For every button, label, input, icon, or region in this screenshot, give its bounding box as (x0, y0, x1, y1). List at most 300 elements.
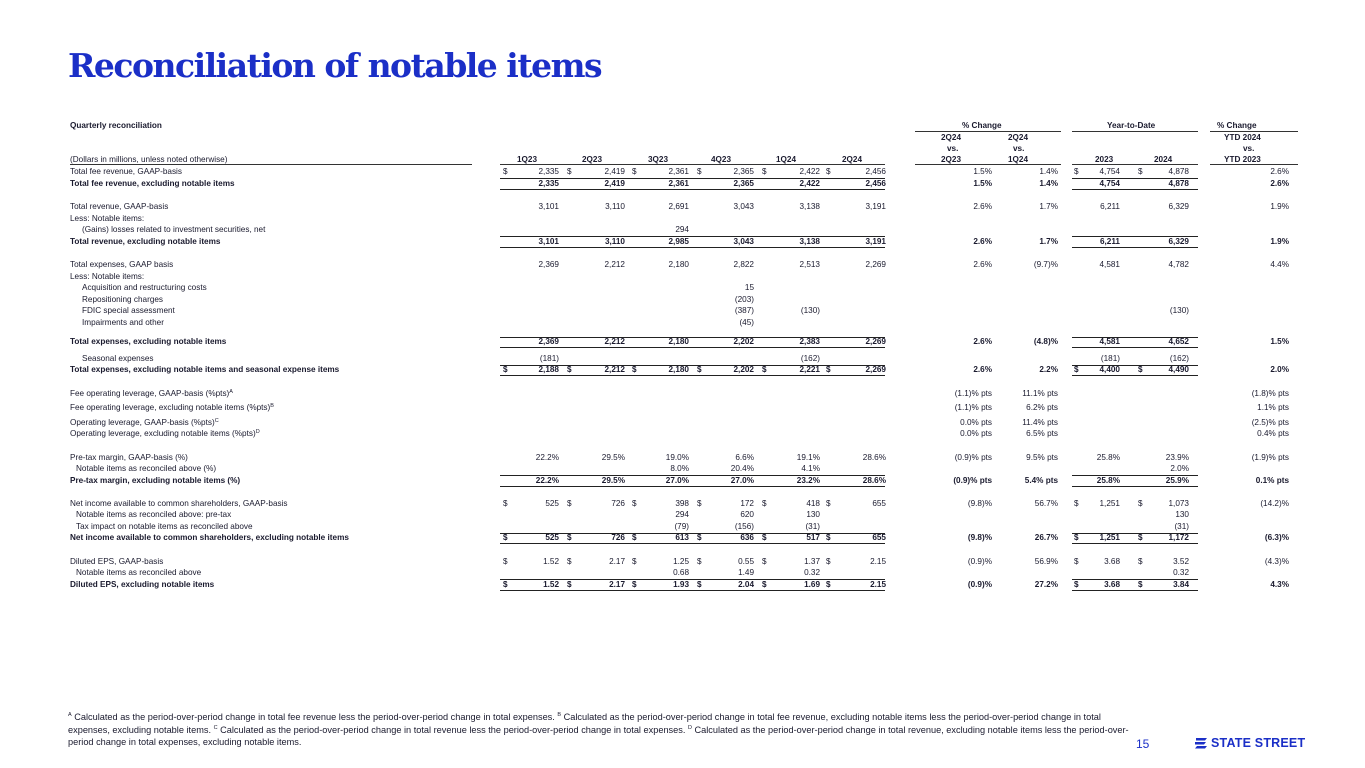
pct-change-ytd: 1.9% (1270, 236, 1289, 246)
cell-value: 2,365 (733, 167, 754, 176)
cell-value: 2.04 (738, 579, 754, 589)
row-label: Total revenue, GAAP-basis (70, 202, 169, 211)
ytd-header: Year-to-Date (1107, 121, 1156, 130)
currency-symbol: $ (567, 533, 572, 542)
currency-symbol: $ (1138, 579, 1143, 589)
pct-change-qoq: 56.9% (1034, 556, 1058, 566)
pct-change-qoq: 6.2% pts (1026, 403, 1058, 412)
cell-value: 398 (675, 498, 689, 508)
pct-change-qoq: 2.2% (1039, 365, 1058, 374)
cell-value: 2,513 (799, 260, 820, 269)
cell-value: 726 (611, 533, 625, 542)
cell-value: 294 (675, 225, 689, 234)
pct-change-qoq: 26.7% (1034, 533, 1058, 542)
ytd-value: 130 (1175, 510, 1189, 519)
ytd-value: 4,754 (1099, 178, 1120, 188)
ytd-value: (130) (1169, 306, 1189, 315)
cell-value: (79) (674, 521, 689, 531)
cell-value: 2,361 (668, 178, 689, 188)
table-row (70, 259, 1300, 271)
table-row (70, 213, 1300, 225)
pct-change-ytd: 2.6% (1270, 178, 1289, 188)
ytd-value: 3.52 (1173, 556, 1189, 566)
table-row (70, 567, 1300, 579)
currency-symbol: $ (1074, 556, 1079, 566)
cell-value: 655 (872, 498, 886, 508)
table-row (70, 417, 1300, 429)
cell-value: 2.15 (870, 556, 886, 566)
table-row (70, 579, 1300, 591)
pct-change-qoq: 1.4% (1039, 178, 1058, 188)
ytd-value: 6,211 (1099, 236, 1120, 246)
pct-change-qoq-yoy: 2.6% (973, 365, 992, 374)
pc1-top: 2Q24 (941, 133, 962, 142)
cell-value: 2,383 (799, 337, 820, 346)
cell-value: (387) (734, 306, 754, 315)
table-row (70, 556, 1300, 568)
cell-value: 2,180 (668, 337, 689, 346)
pct-change-qoq-yoy: (9.8)% (967, 533, 992, 542)
pct-change-ytd-header: % Change (1217, 121, 1257, 130)
row-label: Total revenue, excluding notable items (70, 236, 221, 246)
currency-symbol: $ (697, 498, 702, 508)
cell-value: 2,202 (733, 337, 754, 346)
cell-value: 2,419 (604, 178, 625, 188)
table-row (70, 178, 1300, 190)
row-label: Notable items as reconciled above (76, 568, 202, 577)
cell-value: 3,043 (733, 236, 754, 246)
pct-change-qoq: 9.5% pts (1026, 452, 1058, 462)
row-label: Notable items as reconciled above (%) (76, 464, 217, 473)
cell-value: 2,422 (799, 167, 820, 176)
col-1q24: 1Q24 (776, 155, 797, 164)
ytd-value: 25.8% (1096, 475, 1120, 485)
cell-value: 19.1% (796, 452, 820, 462)
table-row (70, 282, 1300, 294)
cell-value: (156) (734, 521, 754, 531)
pc2-bottom: 1Q24 (1008, 155, 1029, 164)
pct-change-qoq-yoy: 2.6% (973, 260, 992, 269)
cell-value: 2,335 (538, 178, 559, 188)
pct-change-qoq: 11.4% pts (1022, 417, 1058, 427)
pct-change-ytd: (14.2)% (1260, 498, 1289, 508)
pct-change-ytd: 4.3% (1270, 579, 1289, 589)
pct-change-ytd: 2.0% (1270, 365, 1289, 374)
currency-symbol: $ (567, 167, 572, 176)
cell-value: 2,369 (538, 260, 559, 269)
currency-symbol: $ (567, 365, 572, 374)
pct-change-qoq-yoy: (0.9)% (967, 579, 992, 589)
pct-change-qoq: 56.7% (1034, 498, 1058, 508)
pct-change-qoq-yoy: 2.6% (973, 236, 992, 246)
cell-value: 2,221 (799, 365, 820, 374)
ytd-value: 4,754 (1099, 167, 1120, 176)
cell-value: 23.2% (796, 475, 820, 485)
table-row (70, 532, 1300, 544)
table-row (70, 201, 1300, 213)
cell-value: 1.37 (804, 556, 820, 566)
currency-symbol: $ (632, 556, 637, 566)
currency-symbol: $ (632, 579, 637, 589)
cell-value: 20.4% (730, 464, 754, 473)
ytd-value: 3.68 (1104, 556, 1120, 566)
cell-value: 2,269 (865, 365, 886, 374)
currency-symbol: $ (697, 365, 702, 374)
currency-symbol: $ (697, 556, 702, 566)
pct-change-qoq-yoy: (0.9)% pts (953, 475, 992, 485)
pct-change-qoq-yoy: (1.1)% pts (954, 388, 992, 398)
currency-symbol: $ (1074, 498, 1079, 508)
ytdpc-vs: vs. (1243, 144, 1255, 153)
cell-value: 0.32 (804, 568, 820, 577)
row-label: Total expenses, excluding notable items and seasonal expense items (70, 365, 340, 374)
table-row (70, 224, 1300, 236)
ytd-value: 4,490 (1168, 365, 1189, 374)
ytd-value: 4,878 (1168, 167, 1189, 176)
row-label: Pre-tax margin, excluding notable items (%) (70, 475, 241, 485)
cell-value: 2.17 (609, 579, 625, 589)
currency-symbol: $ (503, 556, 508, 566)
cell-value: 1.69 (804, 579, 820, 589)
cell-value: 294 (675, 510, 689, 519)
currency-symbol: $ (826, 167, 831, 176)
cell-value: 3,138 (799, 202, 820, 211)
pct-change-qoq: 1.7% (1039, 236, 1058, 246)
currency-symbol: $ (1074, 167, 1079, 176)
section-label: Quarterly reconciliation (70, 121, 162, 130)
cell-value: (31) (805, 521, 820, 531)
pct-change-qoq: 5.4% pts (1024, 475, 1058, 485)
pct-change-ytd: 1.1% pts (1257, 403, 1289, 412)
currency-symbol: $ (632, 498, 637, 508)
cell-value: 3,191 (865, 202, 886, 211)
pct-change-ytd: (4.3)% (1264, 556, 1289, 566)
cell-value: 525 (545, 498, 559, 508)
currency-symbol: $ (1138, 498, 1143, 508)
pct-change-header: % Change (962, 121, 1002, 130)
cell-value: 1.25 (673, 556, 689, 566)
currency-symbol: $ (503, 498, 508, 508)
ytd-value: 6,329 (1168, 236, 1189, 246)
row-label: Less: Notable items: (70, 271, 145, 281)
table-row (70, 294, 1300, 306)
pct-change-ytd: (6.3)% (1264, 533, 1289, 542)
pc1-bottom: 2Q23 (941, 155, 962, 164)
cell-value: 3,101 (538, 202, 559, 211)
currency-symbol: $ (762, 533, 767, 542)
currency-symbol: $ (1138, 365, 1143, 374)
currency-symbol: $ (762, 365, 767, 374)
pct-change-qoq-yoy: (1.1)% pts (954, 403, 992, 412)
currency-symbol: $ (697, 579, 702, 589)
ytd-value: 0.32 (1173, 568, 1189, 577)
currency-symbol: $ (503, 533, 508, 542)
cell-value: (130) (800, 306, 820, 315)
cell-value: 2,985 (668, 236, 689, 246)
row-label: Pre-tax margin, GAAP-basis (%) (70, 452, 188, 462)
pct-change-qoq-yoy: 1.5% (973, 167, 992, 176)
table-row (70, 236, 1300, 248)
table-row (70, 166, 1300, 178)
cell-value: 22.2% (535, 452, 559, 462)
currency-symbol: $ (567, 498, 572, 508)
table-row (70, 509, 1300, 521)
row-label: Operating leverage, GAAP-basis $(\%pts)^C$ (70, 417, 219, 427)
row-label: Notable items as reconciled above: pre-tax (76, 510, 232, 519)
currency-symbol: $ (762, 498, 767, 508)
cell-value: 655 (872, 533, 886, 542)
cell-value: 2,456 (865, 178, 886, 188)
cell-value: (203) (734, 294, 754, 304)
col-ytd-2023: 2023 (1095, 155, 1114, 164)
table-row (70, 475, 1300, 487)
cell-value: 4.1% (801, 464, 820, 473)
cell-value: 29.5% (601, 452, 625, 462)
state-street-logo-icon (1194, 737, 1208, 749)
table-row (70, 336, 1300, 348)
pct-change-qoq-yoy: 2.6% (973, 337, 992, 346)
cell-value: 28.6% (862, 475, 886, 485)
pc2-top: 2Q24 (1008, 133, 1029, 142)
pct-change-ytd: (1.8)% pts (1251, 388, 1289, 398)
cell-value: 28.6% (862, 452, 886, 462)
cell-value: 2,422 (799, 178, 820, 188)
ytd-value: 25.9% (1165, 475, 1189, 485)
col-2q24: 2Q24 (842, 155, 863, 164)
cell-value: 620 (740, 510, 754, 519)
cell-value: 8.0% (670, 464, 689, 473)
cell-value: 2,269 (865, 337, 886, 346)
pct-change-ytd: 0.1% pts (1255, 475, 1289, 485)
row-label: Net income available to common shareholders, GAAP-basis (70, 498, 288, 508)
currency-symbol: $ (1138, 533, 1143, 542)
cell-value: (45) (739, 317, 754, 327)
cell-value: 3,101 (538, 236, 559, 246)
cell-value: (181) (539, 353, 559, 363)
row-label: Diluted EPS, excluding notable items (70, 579, 215, 589)
table-row (70, 463, 1300, 475)
table-row (70, 317, 1300, 329)
row-label: Acquisition and restructuring costs (82, 283, 207, 292)
footnotes: $^A$ Calculated as the period-over-period change in total fee revenue less the period-over-period change in total expenses. $^B$ Calculated as the period-over-period change in total fee revenue, excluding notable items less the period-over-period change in total expenses, excluding notable items. $^C$ Calculated as the period-over-period change in total revenue less the period-over-period change in total expenses. $^D$ Calculated as the period-over-period change in total revenue, excluding notable items less the period-over-period change in total expenses, excluding notable items. (68, 712, 1129, 748)
currency-symbol: $ (762, 579, 767, 589)
cell-value: 2,419 (604, 167, 625, 176)
currency-symbol: $ (632, 533, 637, 542)
cell-value: 2,180 (668, 260, 689, 269)
row-label: Repositioning charges (82, 294, 164, 304)
cell-value: 27.0% (665, 475, 689, 485)
currency-symbol: $ (1074, 365, 1079, 374)
ytd-value: 4,581 (1099, 337, 1120, 346)
table-row (70, 353, 1300, 365)
currency-symbol: $ (632, 365, 637, 374)
table-row (70, 364, 1300, 376)
ytd-value: 4,581 (1099, 260, 1120, 269)
cell-value: 2,691 (668, 202, 689, 211)
table-row (70, 388, 1300, 400)
currency-symbol: $ (503, 167, 508, 176)
units-note: (Dollars in millions, unless noted otherwise) (70, 155, 228, 164)
cell-value: 726 (611, 498, 625, 508)
pct-change-ytd: 1.5% (1270, 337, 1289, 346)
cell-value: 1.49 (738, 568, 754, 577)
pct-change-qoq-yoy: (0.9)% (967, 556, 992, 566)
cell-value: 2,369 (538, 337, 559, 346)
row-label: Total fee revenue, excluding notable items (70, 178, 235, 188)
row-label: (Gains) losses related to investment securities, net (82, 225, 266, 234)
state-street-logo: STATE STREET (1194, 734, 1305, 752)
ytdpc-bottom: YTD 2023 (1224, 155, 1261, 164)
cell-value: 2.15 (870, 579, 886, 589)
cell-value: 2,212 (604, 337, 625, 346)
cell-value: 1.93 (673, 579, 689, 589)
pct-change-qoq-yoy: 2.6% (973, 202, 992, 211)
pc2-vs: vs. (1013, 144, 1025, 153)
col-ytd-2024: 2024 (1154, 155, 1173, 164)
cell-value: 3,110 (605, 202, 625, 211)
pct-change-ytd: 2.6% (1270, 167, 1289, 176)
currency-symbol: $ (1074, 579, 1079, 589)
cell-value: (162) (800, 353, 820, 363)
table-row (70, 498, 1300, 510)
currency-symbol: $ (826, 365, 831, 374)
pct-change-ytd: 0.4% pts (1257, 429, 1289, 438)
pct-change-ytd: 4.4% (1270, 260, 1289, 269)
cell-value: 2,269 (865, 260, 886, 269)
currency-symbol: $ (632, 167, 637, 176)
table-row (70, 452, 1300, 464)
pct-change-qoq-yoy: 0.0% pts (960, 429, 992, 438)
ytd-value: 25.8% (1096, 452, 1120, 462)
cell-value: 2,335 (538, 167, 559, 176)
cell-value: 3,043 (733, 202, 754, 211)
pct-change-ytd: (1.9)% pts (1251, 452, 1289, 462)
cell-value: 2,456 (865, 167, 886, 176)
ytd-value: (162) (1169, 353, 1189, 363)
ytd-value: 1,251 (1099, 533, 1120, 542)
cell-value: 0.68 (673, 568, 689, 577)
row-label: Total expenses, GAAP basis (70, 260, 174, 269)
ytd-value: 2.0% (1170, 464, 1189, 473)
pct-change-ytd: 1.9% (1270, 202, 1289, 211)
cell-value: 2,212 (604, 260, 625, 269)
row-label: Total fee revenue, GAAP-basis (70, 167, 182, 176)
cell-value: 3,191 (865, 236, 886, 246)
row-label: Total expenses, excluding notable items (70, 337, 227, 346)
currency-symbol: $ (1138, 167, 1143, 176)
cell-value: 19.0% (665, 452, 689, 462)
currency-symbol: $ (826, 533, 831, 542)
currency-symbol: $ (1074, 533, 1079, 542)
cell-value: 517 (806, 533, 820, 542)
cell-value: 3,138 (799, 236, 820, 246)
col-2q23: 2Q23 (582, 155, 603, 164)
pct-change-qoq: 1.7% (1039, 202, 1058, 211)
ytd-value: 1,172 (1168, 533, 1189, 542)
ytd-value: 4,782 (1168, 260, 1189, 269)
ytd-value: 4,878 (1168, 178, 1189, 188)
pct-change-qoq: 1.4% (1039, 167, 1058, 176)
currency-symbol: $ (762, 167, 767, 176)
table-row (70, 305, 1300, 317)
ytd-value: 3.84 (1173, 579, 1189, 589)
pct-change-qoq-yoy: (9.8)% (967, 498, 992, 508)
pc1-vs: vs. (947, 144, 959, 153)
cell-value: 6.6% (735, 452, 754, 462)
ytdpc-top: YTD 2024 (1224, 133, 1261, 142)
pct-change-qoq: (4.8)% (1033, 337, 1058, 346)
table-row (70, 402, 1300, 414)
cell-value: 525 (545, 533, 559, 542)
row-label: Impairments and other (82, 317, 164, 327)
currency-symbol: $ (826, 579, 831, 589)
ytd-value: 4,652 (1168, 337, 1189, 346)
row-label: Seasonal expenses (82, 353, 154, 363)
cell-value: 2,180 (668, 365, 689, 374)
cell-value: 418 (806, 498, 820, 508)
cell-value: 130 (806, 510, 820, 519)
pct-change-qoq: 27.2% (1034, 579, 1058, 589)
cell-value: 2.17 (609, 556, 625, 566)
row-label: Fee operating leverage, excluding notable items $(\%pts)^B$ (70, 403, 274, 412)
cell-value: 3,110 (604, 236, 625, 246)
ytd-value: 6,329 (1168, 202, 1189, 211)
row-label: Fee operating leverage, GAAP-basis $(\%pts)^A$ (70, 388, 233, 398)
row-label: Less: Notable items: (70, 213, 145, 223)
ytd-value: 1,073 (1168, 498, 1189, 508)
cell-value: 15 (744, 283, 754, 292)
page-number: 15 (1136, 737, 1150, 751)
cell-value: 2,365 (733, 178, 754, 188)
cell-value: 613 (675, 533, 689, 542)
col-1q23: 1Q23 (517, 155, 538, 164)
cell-value: 2,212 (604, 365, 625, 374)
currency-symbol: $ (697, 533, 702, 542)
currency-symbol: $ (826, 556, 831, 566)
cell-value: 0.55 (738, 556, 754, 566)
cell-value: 2,822 (733, 260, 754, 269)
currency-symbol: $ (762, 556, 767, 566)
pct-change-ytd: (2.5)% pts (1251, 417, 1289, 427)
cell-value: 29.5% (601, 475, 625, 485)
currency-symbol: $ (567, 579, 572, 589)
cell-value: 22.2% (535, 475, 559, 485)
row-label: FDIC special assessment (82, 306, 175, 315)
table-row (70, 428, 1300, 440)
ytd-value: 3.68 (1104, 579, 1120, 589)
currency-symbol: $ (1138, 556, 1143, 566)
pct-change-qoq-yoy: (0.9)% pts (954, 452, 992, 462)
cell-value: 2,188 (538, 365, 559, 374)
row-label: Diluted EPS, GAAP-basis (70, 556, 164, 566)
currency-symbol: $ (503, 579, 508, 589)
table-row (70, 521, 1300, 533)
pct-change-qoq: (9.7)% (1033, 260, 1058, 269)
table-row (70, 271, 1300, 283)
currency-symbol: $ (503, 365, 508, 374)
currency-symbol: $ (697, 167, 702, 176)
row-label: Tax impact on notable items as reconciled above (76, 521, 253, 531)
ytd-value: 6,211 (1100, 202, 1120, 211)
currency-symbol: $ (826, 498, 831, 508)
cell-value: 2,361 (668, 167, 689, 176)
ytd-value: (181) (1100, 353, 1120, 363)
page-title: Reconciliation of notable items (68, 46, 602, 85)
row-label: Operating leverage, excluding notable items $(\%pts)^D$ (70, 429, 260, 438)
cell-value: 1.52 (543, 556, 559, 566)
ytd-value: 1,251 (1099, 498, 1120, 508)
col-4q23: 4Q23 (711, 155, 732, 164)
